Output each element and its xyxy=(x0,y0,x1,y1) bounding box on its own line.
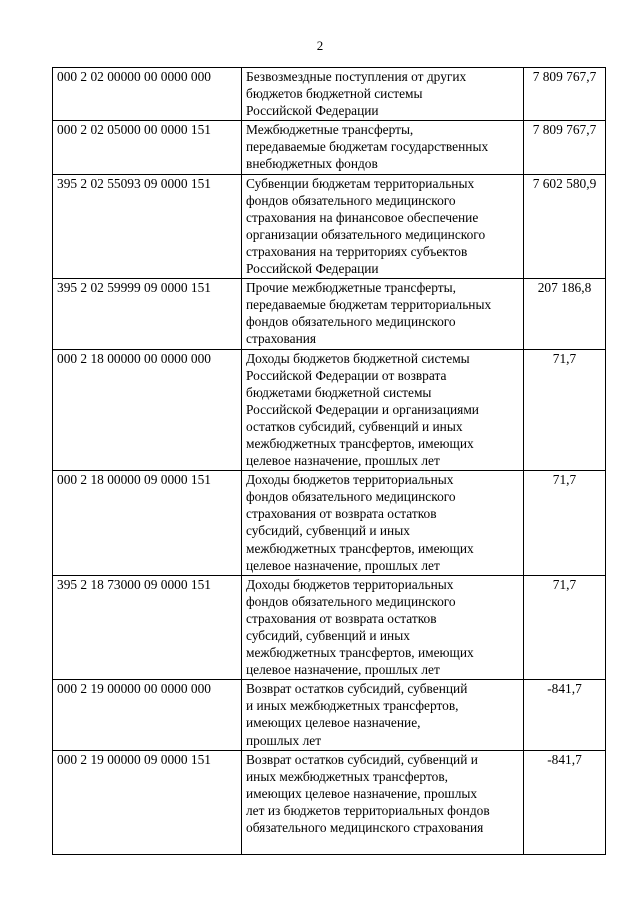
revenue-amount: -841,7 xyxy=(524,680,606,750)
revenue-amount: 71,7 xyxy=(524,575,606,680)
table-row xyxy=(53,279,606,349)
table-row xyxy=(53,68,606,121)
budget-classification-code: 000 2 18 00000 00 0000 000 xyxy=(53,349,242,471)
revenue-amount: 7 809 767,7 xyxy=(524,68,606,121)
table-row xyxy=(53,750,606,854)
table-row xyxy=(53,471,606,576)
table-row xyxy=(53,575,606,680)
revenue-item-name: Доходы бюджетов территориальных фондов обязательного медицинского страхования от возврата остатков субсидий, субвенций и иных межбюджетных трансфертов, имеющих целевое назначение, прошлых лет xyxy=(242,471,524,576)
revenue-amount: 7 809 767,7 xyxy=(524,121,606,174)
table-row xyxy=(53,121,606,174)
table-row xyxy=(53,174,606,279)
budget-classification-code: 000 2 19 00000 09 0000 151 xyxy=(53,750,242,854)
revenue-amount: -841,7 xyxy=(524,750,606,854)
revenue-item-name: Безвозмездные поступления от других бюджетов бюджетной системы Российской Федерации xyxy=(242,68,524,121)
budget-classification-code: 395 2 18 73000 09 0000 151 xyxy=(53,575,242,680)
revenue-amount: 71,7 xyxy=(524,349,606,471)
table-row xyxy=(53,680,606,750)
budget-classification-code: 000 2 18 00000 09 0000 151 xyxy=(53,471,242,576)
budget-classification-code: 395 2 02 59999 09 0000 151 xyxy=(53,279,242,349)
budget-classification-code: 000 2 19 00000 00 0000 000 xyxy=(53,680,242,750)
revenue-amount: 7 602 580,9 xyxy=(524,174,606,279)
revenue-item-name: Возврат остатков субсидий, субвенций и иных межбюджетных трансфертов, имеющих целевое назначение, прошлых лет из бюджетов территориальных фондов обязательного медицинского страхования xyxy=(242,750,524,854)
revenue-amount: 71,7 xyxy=(524,471,606,576)
revenue-amount: 207 186,8 xyxy=(524,279,606,349)
budget-classification-code: 395 2 02 55093 09 0000 151 xyxy=(53,174,242,279)
revenue-item-name: Прочие межбюджетные трансферты, передаваемые бюджетам территориальных фондов обязательного медицинского страхования xyxy=(242,279,524,349)
revenue-item-name: Доходы бюджетов территориальных фондов обязательного медицинского страхования от возврата остатков субсидий, субвенций и иных межбюджетных трансфертов, имеющих целевое назначение, прошлых лет xyxy=(242,575,524,680)
budget-revenue-table xyxy=(52,67,606,855)
budget-classification-code: 000 2 02 00000 00 0000 000 xyxy=(53,68,242,121)
page-number: 2 xyxy=(316,38,324,53)
budget-classification-code: 000 2 02 05000 00 0000 151 xyxy=(53,121,242,174)
revenue-item-name: Межбюджетные трансферты, передаваемые бюджетам государственных внебюджетных фондов xyxy=(242,121,524,174)
revenue-item-name: Субвенции бюджетам территориальных фондов обязательного медицинского страхования на финансовое обеспечение организации обязательного медицинского страхования на территориях субъектов Российской Федерации xyxy=(242,174,524,279)
revenue-item-name: Доходы бюджетов бюджетной системы Российской Федерации от возврата бюджетами бюджетной системы Российской Федерации и организациями остатков субсидий, субвенций и иных межбюджетных трансфертов, имеющих целевое назначение, прошлых лет xyxy=(242,349,524,471)
revenue-item-name: Возврат остатков субсидий, субвенций и иных межбюджетных трансфертов, имеющих целевое назначение, прошлых лет xyxy=(242,680,524,750)
table-row xyxy=(53,349,606,471)
